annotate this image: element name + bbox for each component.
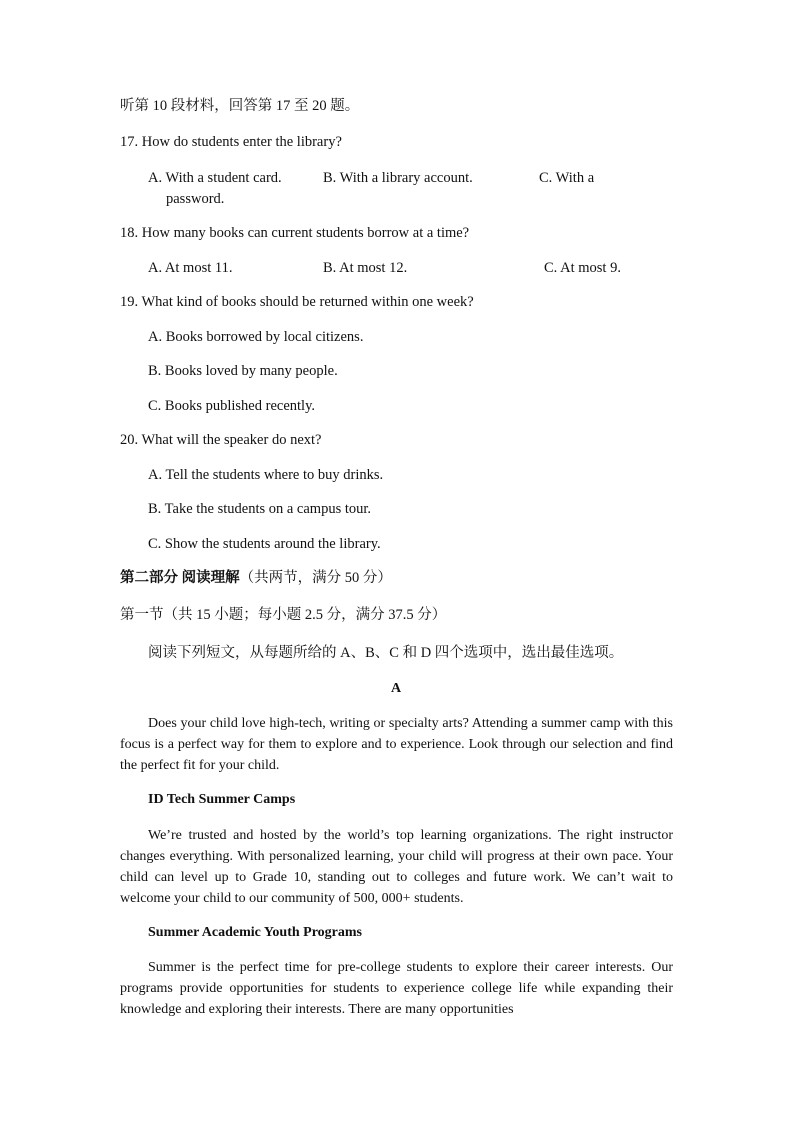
question-17-option-c: C. With a	[539, 170, 595, 186]
question-18-stem: 18. How many books can current students borrow at a time?	[120, 225, 470, 241]
section-intro: 听第 10 段材料，回答第 17 至 20 题。	[120, 98, 360, 114]
part2-title	[120, 569, 392, 587]
question-17-option-b: B. With a library account.	[323, 170, 473, 186]
question-17-stem: 17. How do students enter the library?	[120, 134, 342, 150]
question-20-option-c: C. Show the students around the library.	[148, 536, 381, 552]
question-19-option-c: C. Books published recently.	[148, 398, 315, 414]
question-20-option-b: B. Take the students on a campus tour.	[148, 501, 372, 517]
question-18-option-b: B. At most 12.	[323, 260, 408, 276]
question-19-option-a: A. Books borrowed by local citizens.	[148, 329, 364, 345]
passage-paragraph-1: We’re trusted and hosted by the world’s top learning organizations. The right instructor changes everything. With personalized learning, your child will progress at their own pace. Your child can level up to Grade 10, standing out to colleges and future work. We can’t wait to welcome your child to our community of 500, 000+ students.	[120, 828, 673, 906]
part2-title-bold: 第二部分 阅读理解	[120, 570, 240, 586]
question-18-option-a: A. At most 11.	[148, 260, 233, 276]
question-19-option-b: B. Books loved by many people.	[148, 363, 338, 379]
part2-title-rest: （共两节，满分 50 分）	[239, 570, 392, 586]
question-20-option-a: A. Tell the students where to buy drinks.	[148, 467, 384, 483]
question-17-option-c-wrap: password.	[166, 191, 225, 207]
question-17-option-a: A. With a student card.	[148, 170, 282, 186]
section1-title: 第一节（共 15 小题；每小题 2.5 分，满分 37.5 分）	[120, 607, 447, 623]
passage-intro: Does your child love high-tech, writing or specialty arts? Attending a summer camp with this focus is a perfect way for them to explore and to experience. Look through our selection and find the perfect fit for your child.	[120, 716, 673, 773]
question-20-stem: 20. What will the speaker do next?	[120, 432, 322, 448]
question-19-stem: 19. What kind of books should be returned within one week?	[120, 294, 474, 310]
passage-heading-2: Summer Academic Youth Programs	[148, 925, 362, 940]
passage-label: A	[391, 681, 402, 696]
passage-paragraph-2: Summer is the perfect time for pre-college students to explore their career interests. Our programs provide opportunities for students to experience college life while expanding their knowledge and exploring their interests. There are many opportunities	[120, 960, 673, 1017]
reading-instruction: 阅读下列短文，从每题所给的 A、B、C 和 D 四个选项中，选出最佳选项。	[148, 645, 624, 661]
passage-heading-1: ID Tech Summer Camps	[148, 792, 296, 807]
question-18-option-c: C. At most 9.	[544, 260, 621, 276]
